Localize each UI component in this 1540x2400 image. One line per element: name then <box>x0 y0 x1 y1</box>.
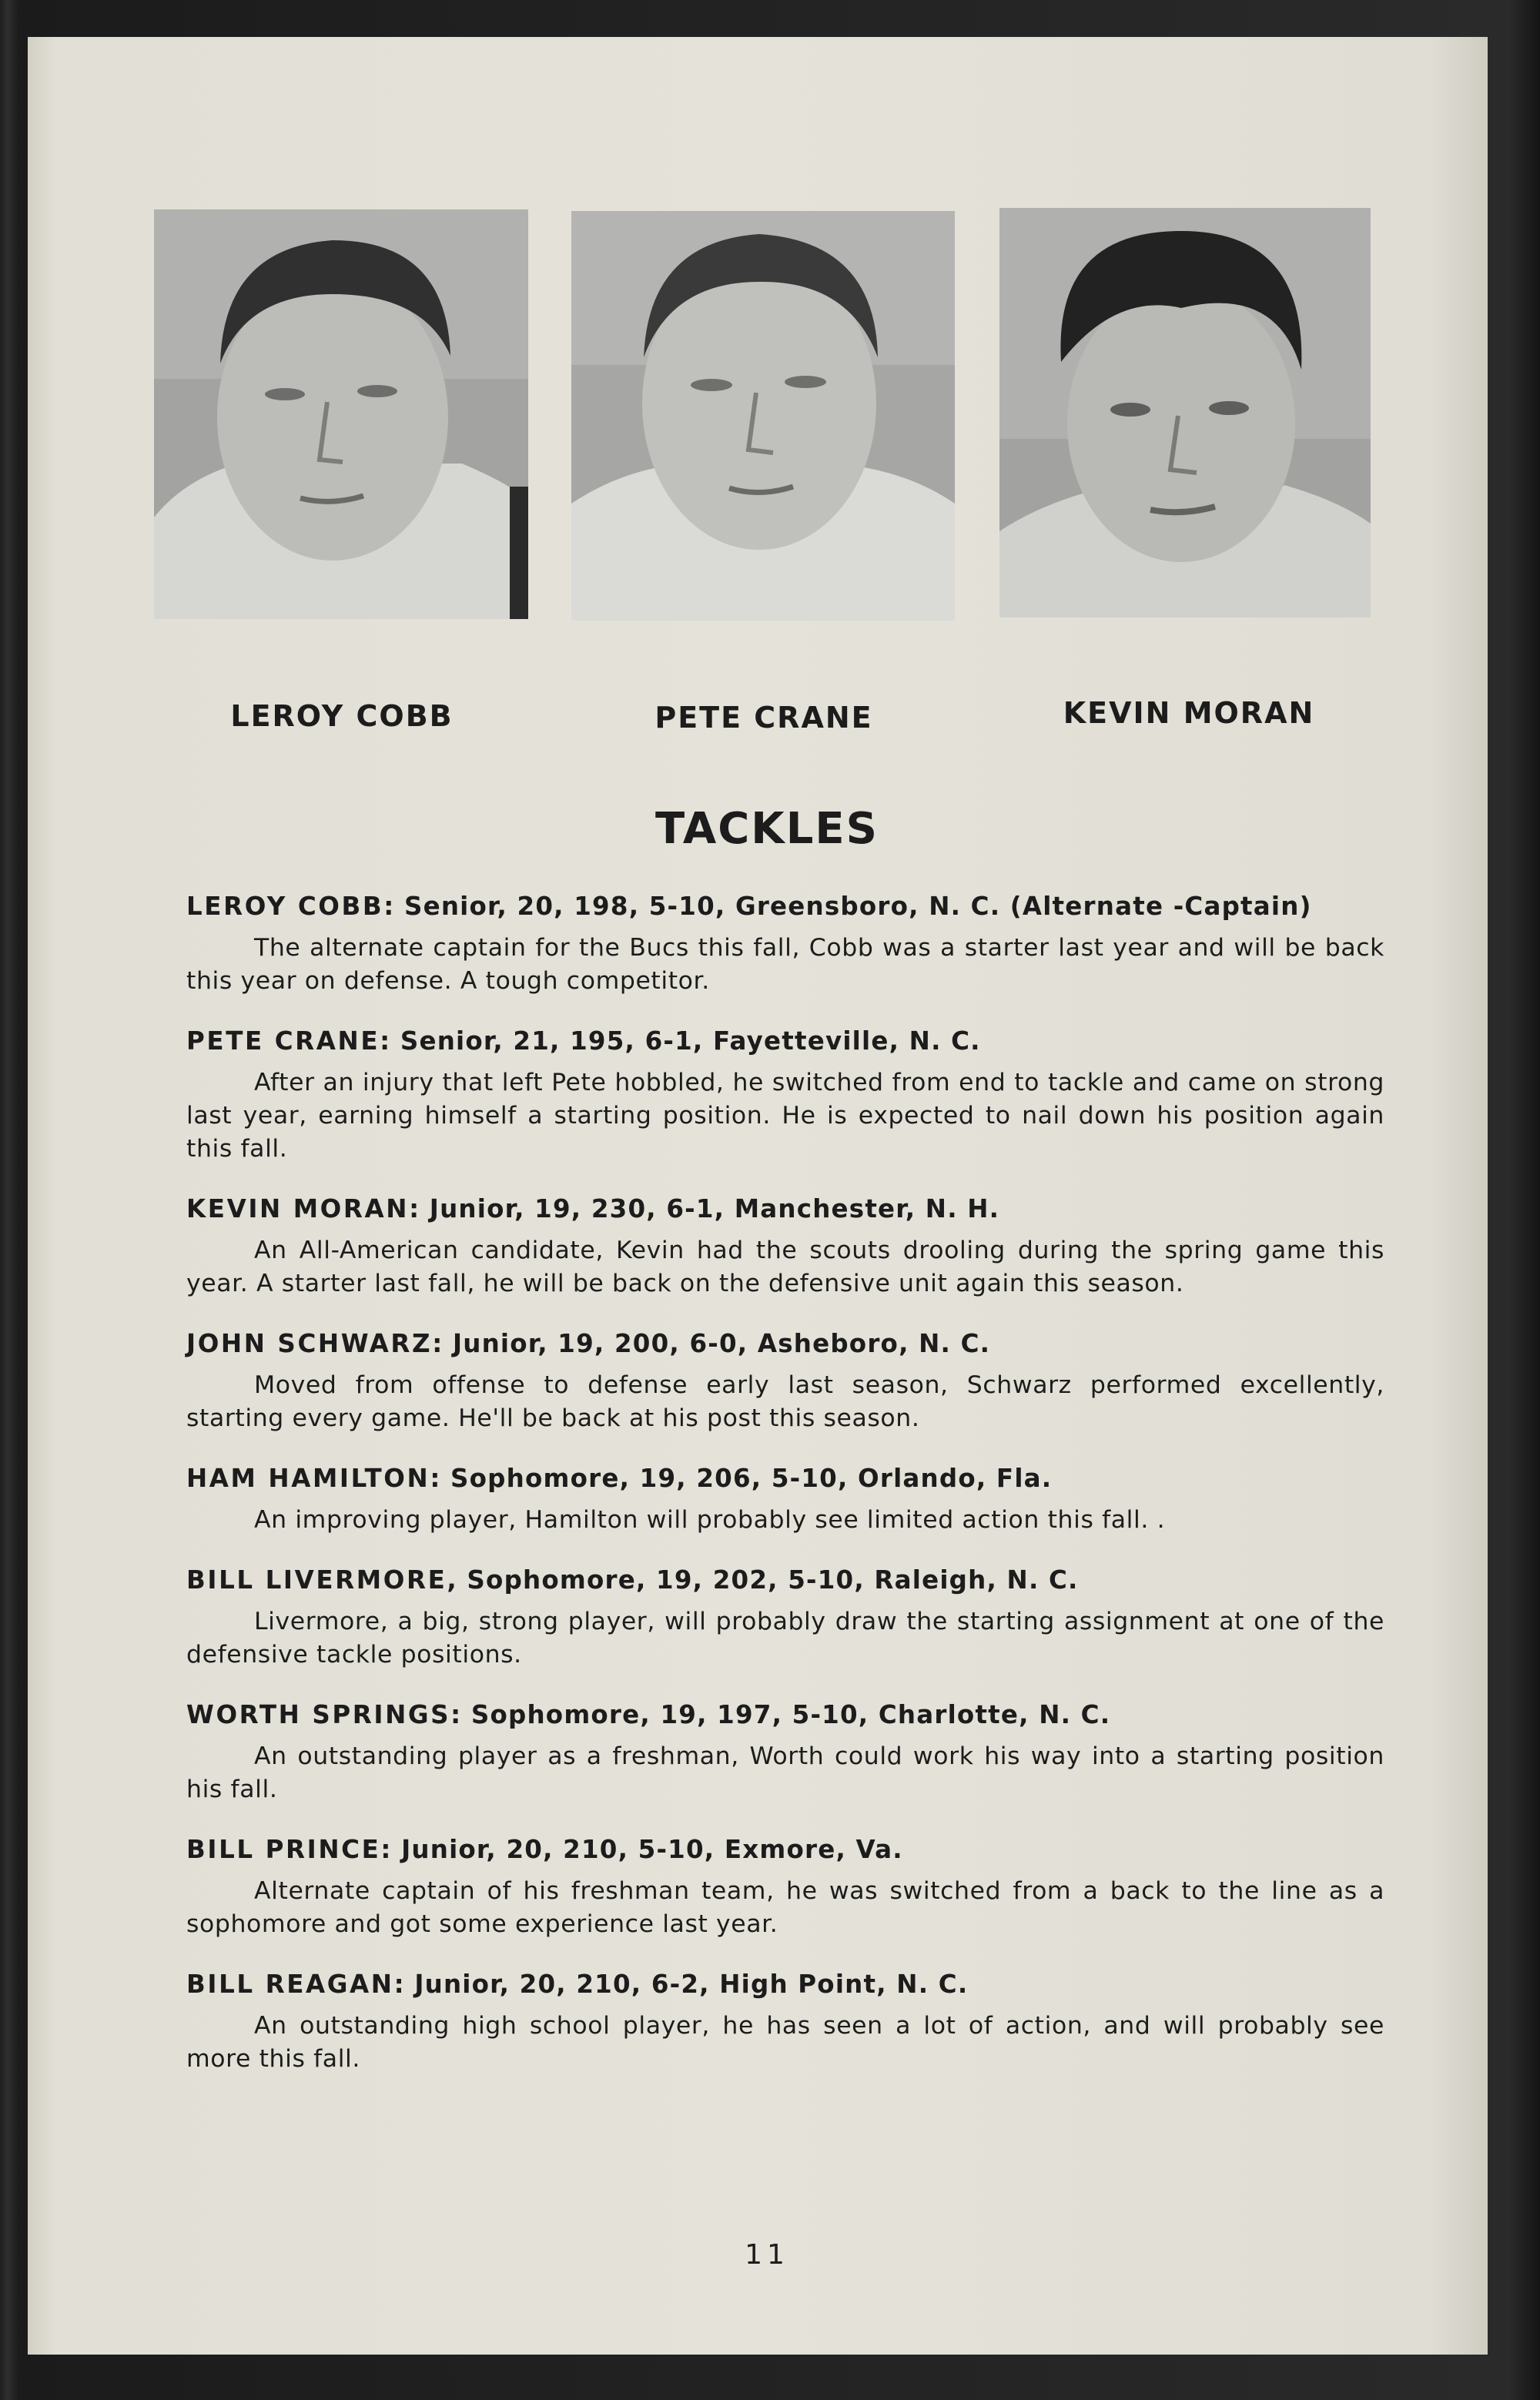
player-header <box>186 1970 1384 1999</box>
player-entry <box>186 1194 1384 1300</box>
player-photo-leroy-cobb <box>154 209 528 619</box>
player-details: : Junior, 19, 230, 6-1, Manchester, N. H. <box>409 1194 1000 1223</box>
player-details: : Senior, 20, 198, 5-10, Greensboro, N. C. (Alternate -Captain) <box>383 892 1312 921</box>
player-header <box>186 1026 1384 1056</box>
player-header <box>186 1835 1384 1864</box>
player-details: : Junior, 19, 200, 6-0, Asheboro, N. C. <box>432 1329 991 1358</box>
player-name: LEROY COBB <box>186 892 384 921</box>
player-header <box>186 892 1384 921</box>
player-entry <box>186 1565 1384 1672</box>
player-name: BILL PRINCE <box>186 1835 381 1864</box>
player-entry <box>186 1464 1384 1537</box>
player-header <box>186 1194 1384 1223</box>
player-details: : Senior, 21, 195, 6-1, Fayetteville, N. C. <box>380 1026 981 1056</box>
player-entry <box>186 1970 1384 2076</box>
player-entry <box>186 892 1384 998</box>
photo-caption-3: KEVIN MORAN <box>1063 696 1315 730</box>
player-name: KEVIN MORAN <box>186 1194 410 1223</box>
player-bio: After an injury that left Pete hobbled, he switched from end to tackle and came on strong last year, earning himself a starting position. He is expected to nail down his position again this fall. <box>186 1069 1384 1163</box>
player-name: HAM HAMILTON <box>186 1464 430 1493</box>
photo-caption-2: PETE CRANE <box>654 701 873 735</box>
player-bio: Moved from offense to defense early last season, Schwarz performed excellently, starting every game. He'll be back at his post this season. <box>186 1371 1384 1432</box>
player-entry <box>186 1835 1384 1941</box>
player-header <box>186 1329 1384 1358</box>
player-details: : Junior, 20, 210, 6-2, High Point, N. C. <box>393 1970 969 1999</box>
player-details: : Junior, 20, 210, 5-10, Exmore, Va. <box>380 1835 903 1864</box>
player-bio: Alternate captain of his freshman team, he was switched from a back to the line as a sophomore and got some experience last year. <box>186 1877 1384 1938</box>
document-page <box>28 37 1488 2355</box>
player-header <box>186 1700 1384 1729</box>
player-bio: The alternate captain for the Bucs this fall, Cobb was a starter last year and will be back this year on defense. A tough competitor. <box>186 934 1384 995</box>
player-name: BILL REAGAN <box>186 1970 394 1999</box>
player-details: : Sophomore, 19, 197, 5-10, Charlotte, N. C. <box>450 1700 1111 1729</box>
player-roster <box>186 892 1384 2104</box>
page-number: 11 <box>745 2239 789 2271</box>
player-name: JOHN SCHWARZ <box>186 1329 433 1358</box>
player-bio: An All-American candidate, Kevin had the scouts drooling during the spring game this year. A starter last fall, he will be back on the defensive unit again this season. <box>186 1237 1384 1297</box>
player-bio: An outstanding player as a freshman, Worth could work his way into a starting position his fall. <box>186 1742 1384 1803</box>
photo-caption-1: LEROY COBB <box>230 699 454 733</box>
player-entry <box>186 1026 1384 1166</box>
player-photo-kevin-moran <box>999 208 1371 618</box>
player-entry <box>186 1700 1384 1806</box>
player-name: PETE CRANE <box>186 1026 380 1056</box>
player-bio: An outstanding high school player, he has seen a lot of action, and will probably see more this fall. <box>186 2012 1384 2073</box>
player-name: BILL LIVERMORE <box>186 1565 447 1595</box>
player-bio: An improving player, Hamilton will probably see limited action this fall. . <box>254 1506 1166 1534</box>
player-name: WORTH SPRINGS <box>186 1700 451 1729</box>
player-header <box>186 1565 1384 1595</box>
player-details: , Sophomore, 19, 202, 5-10, Raleigh, N. C. <box>447 1565 1079 1595</box>
player-photo-row <box>28 209 1488 625</box>
section-title: TACKLES <box>655 804 879 854</box>
player-photo-pete-crane <box>571 211 955 621</box>
player-header <box>186 1464 1384 1493</box>
player-entry <box>186 1329 1384 1435</box>
player-bio: Livermore, a big, strong player, will probably draw the starting assignment at one of the defensive tackle positions. <box>186 1608 1384 1669</box>
player-details: : Sophomore, 19, 206, 5-10, Orlando, Fla. <box>430 1464 1053 1493</box>
